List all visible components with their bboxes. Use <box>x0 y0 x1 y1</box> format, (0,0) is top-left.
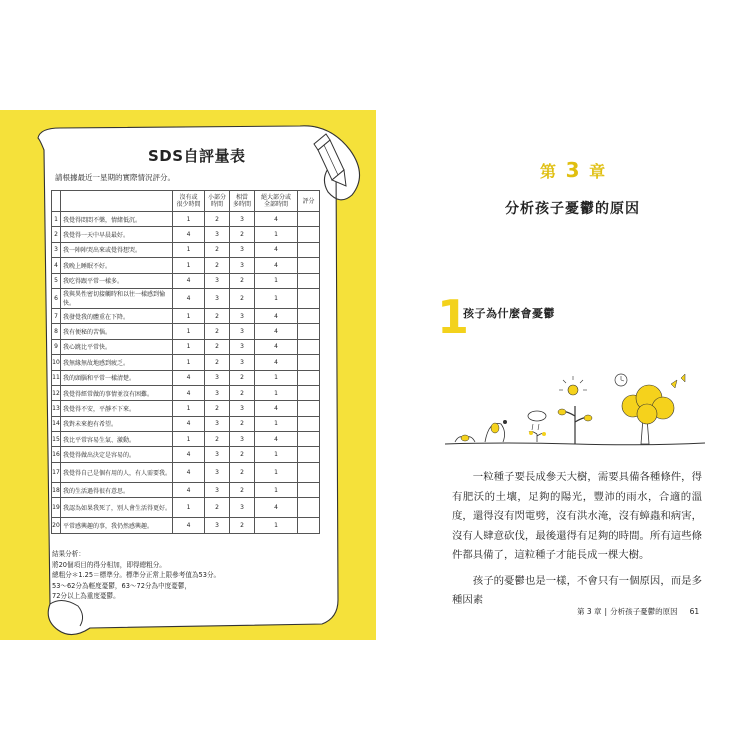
row-item: 我覺得一天中早晨最好。 <box>61 227 173 242</box>
row-item: 我的生活過得很有意思。 <box>61 482 173 497</box>
row-score-option: 4 <box>255 258 298 273</box>
row-score-blank <box>298 242 320 257</box>
table-row <box>52 258 320 273</box>
row-score-blank <box>298 355 320 370</box>
row-score-option: 2 <box>205 355 230 370</box>
row-item: 我晚上睡眠不好。 <box>61 258 173 273</box>
row-score-option: 2 <box>230 288 255 308</box>
row-score-option: 3 <box>230 324 255 339</box>
row-number: 12 <box>52 385 61 400</box>
chapter-prefix: 第 <box>540 162 559 181</box>
row-score-option: 4 <box>173 370 205 385</box>
row-item: 我一陣陣哭出來或覺得想哭。 <box>61 242 173 257</box>
row-score-option: 1 <box>173 339 205 354</box>
paragraph: 一粒種子要長成參天大樹，需要具備各種條件，得有肥沃的土壤，足夠的陽光，豐沛的雨水，合適的溫度，還得沒有閃電劈，沒有洪水淹，沒有蟑蟲和病害，沒有人肆意砍伐，最後還得有足夠的時間。所有這些條件都具備了，這粒種子才能長成一棵大樹。 <box>452 471 702 561</box>
row-score-option: 2 <box>205 339 230 354</box>
row-score-option: 2 <box>230 370 255 385</box>
result-heading: 結果分析： <box>52 550 85 558</box>
row-item: 我無緣無故地感到疲乏。 <box>61 355 173 370</box>
header-cell-always: 絕大部分或 全部時間 <box>255 191 298 212</box>
row-score-option: 4 <box>255 355 298 370</box>
result-line: 總粗分＊1.25＝標準分。標準分正常上限參考值為53分。 <box>52 571 221 579</box>
table-row <box>52 227 320 242</box>
row-score-option: 1 <box>255 273 298 288</box>
row-score-blank <box>298 447 320 462</box>
row-score-option: 1 <box>173 498 205 518</box>
row-item: 我對未來抱有希望。 <box>61 416 173 431</box>
row-item: 我認為如果我死了，別人會生活得更好。 <box>61 498 173 518</box>
row-score-option: 1 <box>173 258 205 273</box>
page-footer <box>577 606 699 617</box>
clock-icon <box>615 374 627 386</box>
row-score-option: 1 <box>255 462 298 482</box>
row-score-option: 2 <box>205 242 230 257</box>
table-row <box>52 324 320 339</box>
row-number: 9 <box>52 339 61 354</box>
table-row <box>52 308 320 323</box>
row-score-option: 1 <box>173 324 205 339</box>
row-score-option: 2 <box>205 498 230 518</box>
row-score-option: 3 <box>205 227 230 242</box>
sds-title: SDS自評量表 <box>148 147 246 165</box>
row-score-option: 3 <box>230 308 255 323</box>
row-score-option: 4 <box>173 447 205 462</box>
row-score-option: 1 <box>255 227 298 242</box>
page-number: 61 <box>689 607 700 616</box>
header-cell-sometimes: 小部分 時間 <box>205 191 230 212</box>
table-row <box>52 416 320 431</box>
sds-table <box>51 190 320 534</box>
row-score-option: 4 <box>173 273 205 288</box>
row-score-option: 1 <box>255 288 298 308</box>
chapter-suffix: 章 <box>589 162 608 181</box>
table-row <box>52 447 320 462</box>
row-score-blank <box>298 462 320 482</box>
table-row <box>52 288 320 308</box>
body-text <box>452 468 702 617</box>
row-score-option: 3 <box>230 339 255 354</box>
row-score-option: 1 <box>173 432 205 447</box>
table-row <box>52 482 320 497</box>
row-score-option: 4 <box>255 339 298 354</box>
row-number: 20 <box>52 518 61 533</box>
footer-chapter: 第 3 章 <box>577 607 602 616</box>
row-score-option: 3 <box>230 258 255 273</box>
table-row <box>52 242 320 257</box>
table-header-row <box>52 191 320 212</box>
row-score-option: 4 <box>255 432 298 447</box>
row-score-option: 1 <box>255 518 298 533</box>
row-number: 18 <box>52 482 61 497</box>
row-number: 10 <box>52 355 61 370</box>
row-score-blank <box>298 324 320 339</box>
row-score-option: 4 <box>255 324 298 339</box>
row-number: 7 <box>52 308 61 323</box>
row-score-option: 1 <box>173 212 205 227</box>
table-row <box>52 432 320 447</box>
row-number: 3 <box>52 242 61 257</box>
table-row <box>52 273 320 288</box>
table-row <box>52 518 320 533</box>
row-score-option: 3 <box>205 416 230 431</box>
row-number: 15 <box>52 432 61 447</box>
row-score-option: 2 <box>205 308 230 323</box>
row-score-blank <box>298 518 320 533</box>
row-score-option: 3 <box>205 288 230 308</box>
table-row <box>52 212 320 227</box>
table-row <box>52 339 320 354</box>
chapter-label <box>540 158 607 182</box>
row-score-option: 1 <box>255 370 298 385</box>
chapter-number: 3 <box>565 158 582 182</box>
row-score-option: 2 <box>230 416 255 431</box>
tree-icon <box>622 385 674 444</box>
row-score-blank <box>298 416 320 431</box>
row-score-option: 2 <box>205 401 230 416</box>
table-row <box>52 385 320 400</box>
table-row <box>52 498 320 518</box>
result-analysis <box>52 549 302 602</box>
row-score-option: 2 <box>205 258 230 273</box>
row-score-blank <box>298 370 320 385</box>
row-item: 我發覺我的體重在下降。 <box>61 308 173 323</box>
result-line: 72分以上為重度憂鬱。 <box>52 592 120 600</box>
table-row <box>52 462 320 482</box>
row-score-option: 4 <box>255 242 298 257</box>
row-score-blank <box>298 308 320 323</box>
row-score-blank <box>298 401 320 416</box>
row-item: 我心跳比平常快。 <box>61 339 173 354</box>
row-score-blank <box>298 385 320 400</box>
row-score-option: 3 <box>205 385 230 400</box>
row-score-option: 3 <box>230 498 255 518</box>
row-item: 我覺得不安，平靜不下來。 <box>61 401 173 416</box>
row-score-option: 2 <box>205 432 230 447</box>
row-score-blank <box>298 432 320 447</box>
row-item: 我的頭腦和平常一樣清楚。 <box>61 370 173 385</box>
seed-to-tree-illustration <box>445 372 705 452</box>
footer-title: 分析孩子憂鬱的原因 <box>610 607 678 616</box>
row-number: 6 <box>52 288 61 308</box>
row-score-option: 3 <box>230 212 255 227</box>
row-score-option: 2 <box>230 462 255 482</box>
result-line: 將20個項目的得分相加，即得總粗分。 <box>52 560 166 569</box>
rain-cloud-icon <box>528 411 546 442</box>
row-score-option: 1 <box>173 401 205 416</box>
row-number: 8 <box>52 324 61 339</box>
row-score-option: 1 <box>255 385 298 400</box>
row-score-option: 3 <box>205 518 230 533</box>
row-score-option: 4 <box>255 498 298 518</box>
sds-instruction: 請根據最近一星期的實際情況評分。 <box>55 173 175 182</box>
row-score-option: 1 <box>173 355 205 370</box>
row-item: 我有便秘的苦惱。 <box>61 324 173 339</box>
row-score-blank <box>298 212 320 227</box>
row-score-option: 1 <box>173 308 205 323</box>
row-score-option: 3 <box>230 401 255 416</box>
row-score-blank <box>298 273 320 288</box>
row-score-option: 2 <box>230 227 255 242</box>
row-number: 11 <box>52 370 61 385</box>
row-score-option: 3 <box>230 432 255 447</box>
row-score-option: 2 <box>230 385 255 400</box>
row-number: 13 <box>52 401 61 416</box>
row-score-option: 4 <box>173 462 205 482</box>
sun-icon <box>559 376 587 395</box>
row-item: 我比平常容易生氣、激動。 <box>61 432 173 447</box>
row-score-option: 1 <box>255 447 298 462</box>
row-score-option: 2 <box>230 482 255 497</box>
row-score-option: 2 <box>205 324 230 339</box>
row-score-option: 4 <box>173 482 205 497</box>
paragraph: 孩子的憂鬱也是一樣，不會只有一個原因，而是多種因素 <box>452 574 702 606</box>
row-number: 14 <box>52 416 61 431</box>
row-score-option: 4 <box>173 385 205 400</box>
row-score-option: 4 <box>173 288 205 308</box>
header-cell-often: 相當 多時間 <box>230 191 255 212</box>
row-score-option: 3 <box>205 462 230 482</box>
row-score-option: 1 <box>173 242 205 257</box>
row-item: 我覺得悶悶不樂，情緒低沉。 <box>61 212 173 227</box>
row-item: 平常感興趣的事，我仍然感興趣。 <box>61 518 173 533</box>
row-score-option: 3 <box>230 355 255 370</box>
footer-separator: | <box>604 607 608 616</box>
row-item: 我與異性密切接觸時和以往一樣感到愉快。 <box>61 288 173 308</box>
row-score-option: 1 <box>255 482 298 497</box>
row-score-option: 4 <box>173 416 205 431</box>
row-score-option: 4 <box>173 227 205 242</box>
sds-table-body <box>52 212 320 534</box>
header-cell-no <box>52 191 61 212</box>
row-score-option: 2 <box>230 447 255 462</box>
header-cell-score: 評分 <box>298 191 320 212</box>
row-score-option: 4 <box>255 212 298 227</box>
row-score-option: 3 <box>205 482 230 497</box>
row-item: 我覺得做出決定是容易的。 <box>61 447 173 462</box>
row-number: 16 <box>52 447 61 462</box>
row-score-blank <box>298 227 320 242</box>
header-cell-rarely: 沒有或 很少時間 <box>173 191 205 212</box>
row-number: 4 <box>52 258 61 273</box>
row-score-option: 2 <box>205 212 230 227</box>
result-line: 53～62分為輕度憂鬱，63～72分為中度憂鬱， <box>52 581 192 590</box>
row-number: 5 <box>52 273 61 288</box>
table-row <box>52 355 320 370</box>
table-row <box>52 401 320 416</box>
row-item: 我吃得跟平常一樣多。 <box>61 273 173 288</box>
row-score-option: 4 <box>173 518 205 533</box>
row-score-option: 3 <box>205 273 230 288</box>
row-score-option: 2 <box>230 518 255 533</box>
header-cell-item <box>61 191 173 212</box>
row-item: 我覺得自己是個有用的人，有人需要我。 <box>61 462 173 482</box>
row-score-option: 2 <box>230 273 255 288</box>
table-row <box>52 370 320 385</box>
row-score-blank <box>298 288 320 308</box>
row-score-blank <box>298 498 320 518</box>
row-number: 1 <box>52 212 61 227</box>
row-number: 19 <box>52 498 61 518</box>
section-number: 1 <box>437 290 470 344</box>
row-number: 17 <box>52 462 61 482</box>
row-score-option: 1 <box>255 416 298 431</box>
row-score-blank <box>298 258 320 273</box>
row-score-option: 3 <box>230 242 255 257</box>
row-number: 2 <box>52 227 61 242</box>
row-score-blank <box>298 339 320 354</box>
row-item: 我覺得經常做的事情並沒有困難。 <box>61 385 173 400</box>
chapter-title: 分析孩子憂鬱的原因 <box>505 201 640 217</box>
row-score-option: 4 <box>255 401 298 416</box>
row-score-option: 3 <box>205 447 230 462</box>
row-score-option: 3 <box>205 370 230 385</box>
row-score-blank <box>298 482 320 497</box>
section-title: 孩子為什麼會憂鬱 <box>463 307 555 320</box>
row-score-option: 4 <box>255 308 298 323</box>
